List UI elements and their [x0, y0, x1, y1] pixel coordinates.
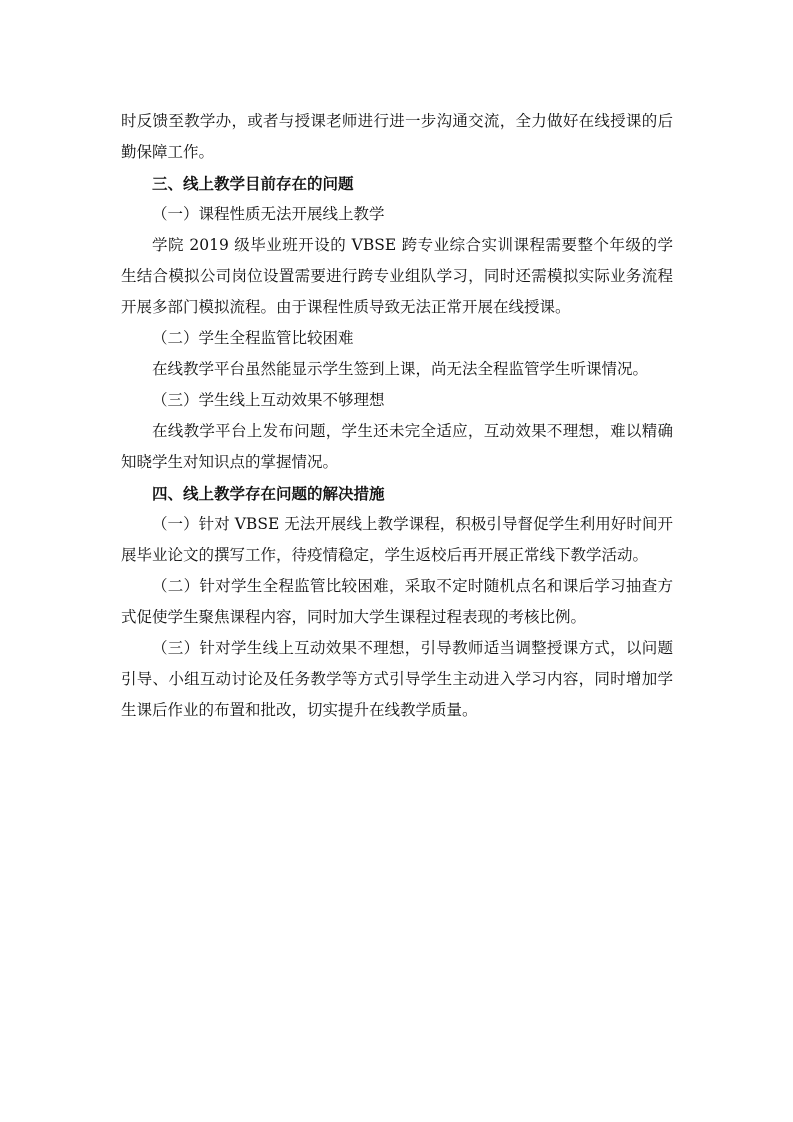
paragraph-4-2: （二）针对学生全程监管比较困难，采取不定时随机点名和课后学习抽查方式促使学生聚焦课程内容，同时加大学生课程过程表现的考核比例。 — [121, 577, 673, 626]
paragraph-4-1: （一）针对 VBSE 无法开展线上教学课程，积极引导督促学生利用好时间开展毕业论文的撰写工作，待疫情稳定，学生返校后再开展正常线下教学活动。 — [121, 515, 673, 564]
paragraph-3-2: 在线教学平台虽然能显示学生签到上课，尚无法全程监管学生听课情况。 — [152, 360, 649, 378]
paragraph-continuation: 时反馈至教学办，或者与授课老师进行进一步沟通交流，全力做好在线授课的后勤保障工作。 — [121, 112, 673, 161]
subheading-3-1: （一）课程性质无法开展线上教学 — [152, 205, 385, 223]
subheading-3-2: （二）学生全程监管比较困难 — [152, 329, 354, 347]
paragraph-4-3: （三）针对学生线上互动效果不理想，引导教师适当调整授课方式，以问题引导、小组互动讨论及任务教学等方式引导学生主动进入学习内容，同时增加学生课后作业的布置和批改，切实提升在线教学质量。 — [121, 639, 673, 719]
section-heading-3: 三、线上教学目前存在的问题 — [152, 174, 354, 193]
subheading-3-3: （三）学生线上互动效果不够理想 — [152, 391, 385, 409]
section-heading-4: 四、线上教学存在问题的解决措施 — [152, 484, 385, 503]
paragraph-3-1: 学院 2019 级毕业班开设的 VBSE 跨专业综合实训课程需要整个年级的学生结合模拟公司岗位设置需要进行跨专业组队学习，同时还需模拟实际业务流程开展多部门模拟流程。由于课程性质导致无法正常开展在线授课。 — [121, 236, 673, 316]
document-body — [121, 106, 673, 726]
paragraph-3-3: 在线教学平台上发布问题，学生还未完全适应，互动效果不理想，难以精确知晓学生对知识点的掌握情况。 — [121, 422, 673, 471]
